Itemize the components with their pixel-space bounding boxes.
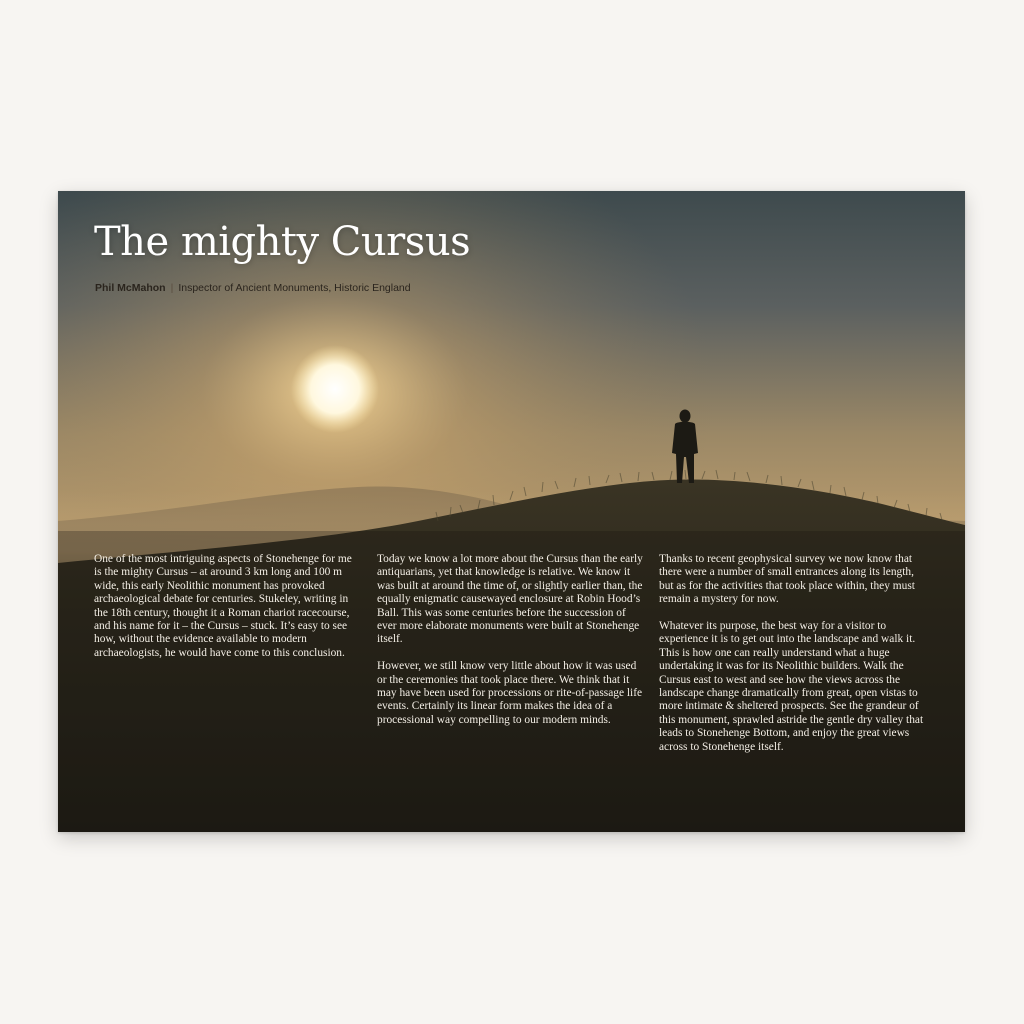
author-role: Inspector of Ancient Monuments, Historic England — [178, 282, 411, 294]
article-title: The mighty Cursus — [94, 219, 471, 265]
byline-separator: | — [170, 282, 174, 294]
text-column-2 — [377, 553, 643, 741]
text-column-3 — [659, 553, 925, 767]
paragraph: One of the most intriguing aspects of Stonehenge for me is the mighty Cursus – at around 3 km long and 100 m wide, this early Neolithic monument has provoked archaeological debate for centuries. Stukeley, writing in the 18th century, thought it a Roman chariot racecourse, and his name for it – the Cursus – stuck. It’s easy to see how, without the evidence available to modern archaeologists, he would have come to this conclusion. — [94, 553, 352, 659]
sun — [291, 345, 379, 433]
magazine-spread — [58, 191, 965, 832]
byline — [95, 282, 411, 294]
author-name: Phil McMahon — [95, 282, 166, 294]
paragraph: Thanks to recent geophysical survey we now know that there were a number of small entrances along its length, but as for the activities that took place within, they must remain a mystery for now. — [659, 553, 915, 606]
paragraph: Whatever its purpose, the best way for a visitor to experience it is to get out into the landscape and walk it. This is how one can really understand what a huge undertaking it was for its Neolithic builders. Walk the Cursus east to west and see how the views across the landscape change dramatically from great, open vistas to more intimate & sheltered prospects. See the grandeur of this monument, sprawled astride the gentle dry valley that leads to Stonehenge Bottom, and enjoy the great views across to Stonehenge itself. — [659, 620, 924, 753]
text-column-1 — [94, 553, 360, 674]
paragraph: However, we still know very little about how it was used or the ceremonies that took place there. We think that it may have been used for processions or rite-of-passage life events. Certainly its linear form makes the idea of a processional way compelling to our modern minds. — [377, 660, 643, 726]
paragraph: Today we know a lot more about the Cursus than the early antiquarians, yet that knowledge is relative. We know it was built at around the time of, or slightly earlier than, the equally enigmatic causewayed enclosure at Robin Hood’s Ball. This was some centuries before the succession of ever more elaborate monuments were built at Stonehenge itself. — [377, 553, 643, 646]
